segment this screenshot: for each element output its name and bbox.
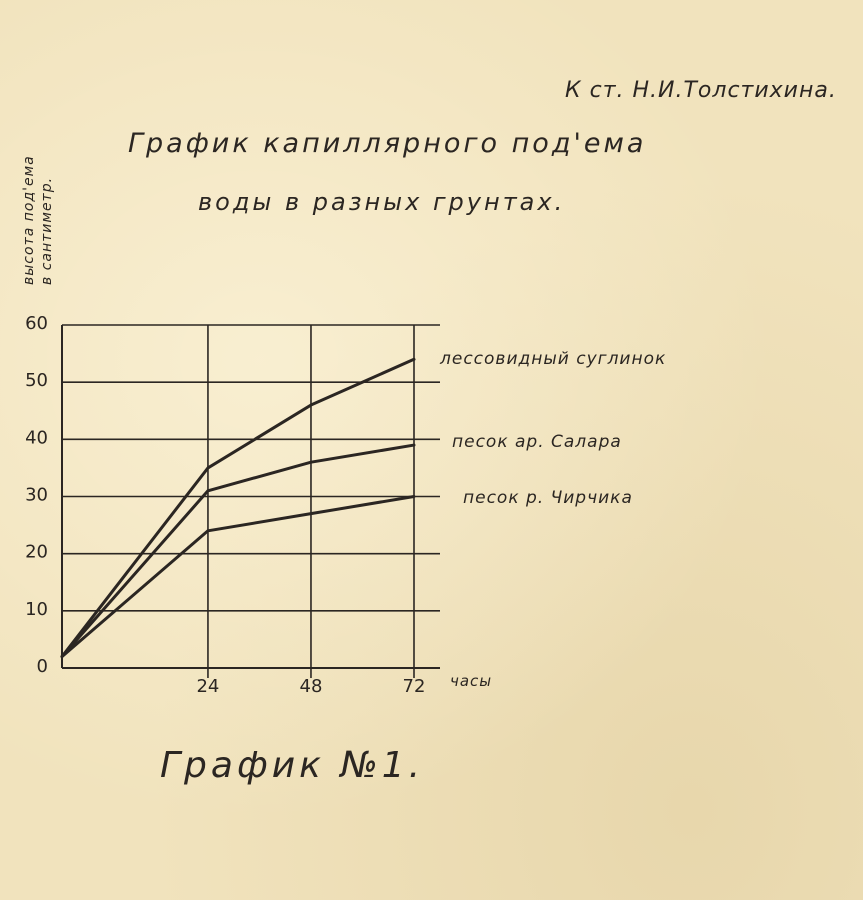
series-line-3 xyxy=(62,497,414,657)
series-label-1: лессовидный суглинок xyxy=(440,349,667,369)
y-tick-30: 30 xyxy=(25,484,48,506)
attribution-note: К ст. Н.И.Толстихина. xyxy=(565,78,837,103)
series-labels xyxy=(439,349,666,508)
x-tick-48: 48 xyxy=(299,676,323,697)
y-axis-label-line2: в сантиметр. xyxy=(39,176,55,285)
x-axis-label: часы xyxy=(450,672,493,690)
y-tick-40: 40 xyxy=(25,427,48,449)
y-tick-0: 0 xyxy=(36,656,48,677)
series-label-2: песок ар. Салара xyxy=(452,432,622,452)
y-tick-60: 60 xyxy=(25,313,48,334)
y-tick-10: 10 xyxy=(25,598,48,620)
y-tick-50: 50 xyxy=(25,370,48,392)
y-axis-label-line1: высота под'ема xyxy=(21,155,37,285)
series-lines xyxy=(62,359,414,656)
chart-subtitle: воды в разных грунтах. xyxy=(198,188,566,216)
series-label-3: песок р. Чирчика xyxy=(463,488,633,508)
x-tick-72: 72 xyxy=(402,676,426,697)
figure-caption: График №1. xyxy=(160,745,425,786)
series-line-2 xyxy=(62,445,414,657)
y-tick-20: 20 xyxy=(25,541,48,563)
chart-title: График капиллярного под'ема xyxy=(128,128,647,159)
x-tick-24: 24 xyxy=(196,676,220,697)
